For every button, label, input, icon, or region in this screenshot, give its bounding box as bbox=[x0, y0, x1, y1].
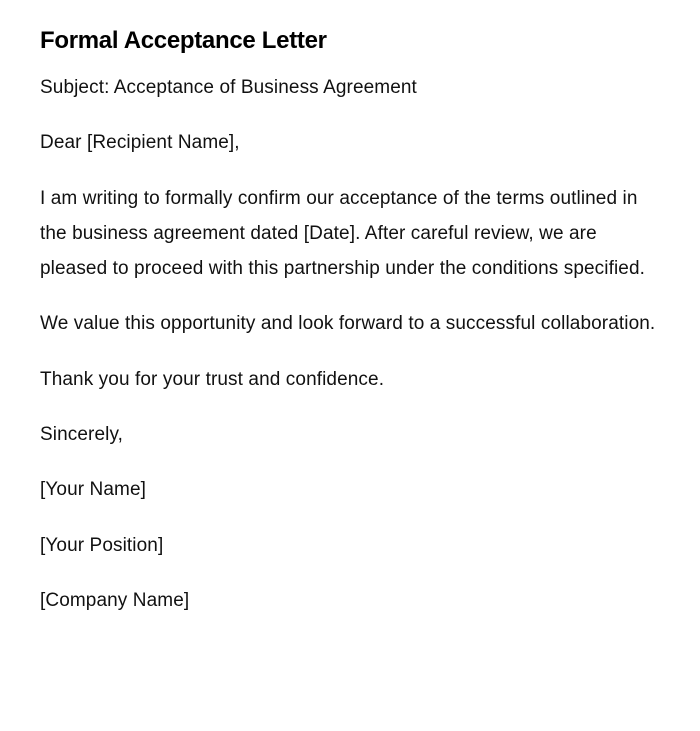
signature-name: [Your Name] bbox=[40, 479, 147, 501]
signature-company: [Company Name] bbox=[40, 589, 190, 611]
closing: Sincerely, bbox=[40, 424, 124, 446]
body-paragraph-value: We value this opportunity and look forward to a successful collaboration. bbox=[40, 313, 656, 335]
body-paragraph-thanks: Thank you for your trust and confidence. bbox=[40, 368, 385, 390]
body-paragraph-confirmation: I am writing to formally confirm our acceptance of the terms outlined in the business agreement dated [Date]. After careful review, we are pleased to proceed with this partnership under the conditions specified. bbox=[40, 187, 646, 280]
letter-title: Formal Acceptance Letter bbox=[40, 27, 327, 54]
subject-line: Subject: Acceptance of Business Agreement bbox=[40, 77, 417, 98]
signature-position: [Your Position] bbox=[40, 534, 164, 556]
salutation: Dear [Recipient Name], bbox=[40, 132, 240, 154]
